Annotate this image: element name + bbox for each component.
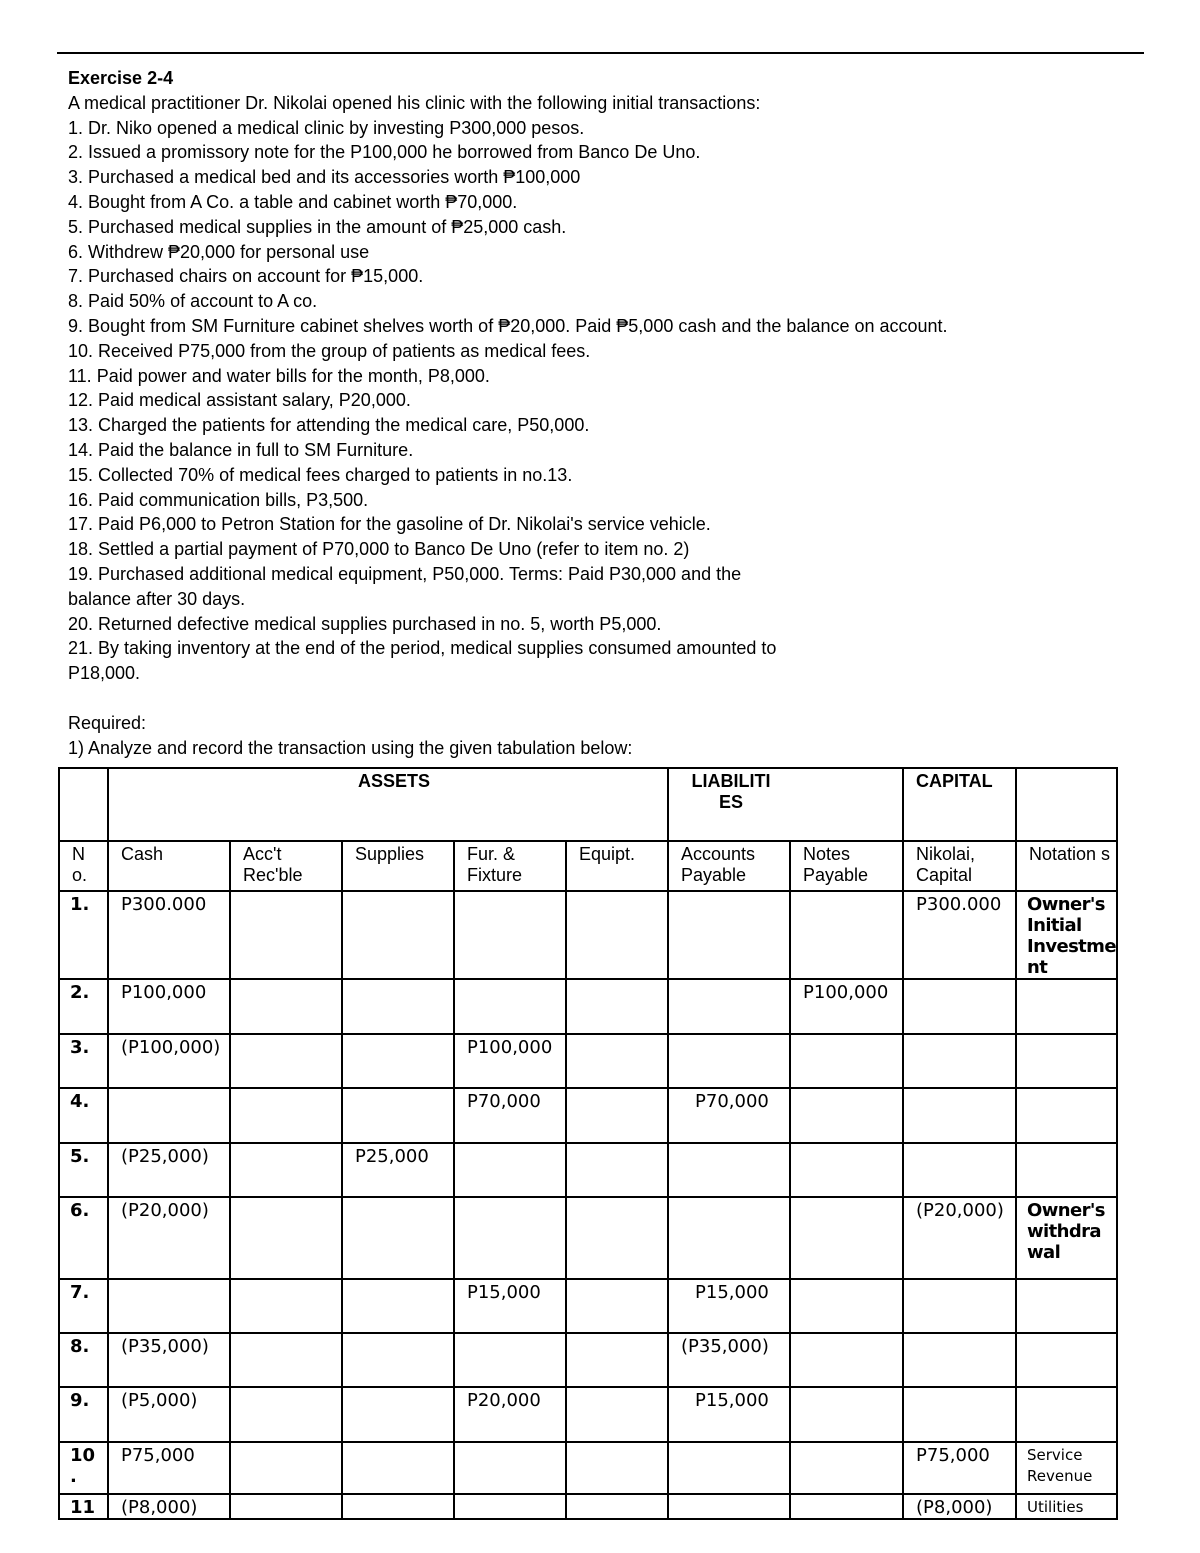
notation-cell [1016, 1387, 1117, 1442]
transaction-item: 12. Paid medical assistant salary, P20,000. [68, 390, 411, 411]
table-row [59, 1088, 1117, 1143]
required-label: Required: [68, 712, 147, 733]
exercise-title: Exercise 2-4 [68, 68, 174, 88]
fur-fixture-cell: P15,000 [454, 1279, 566, 1333]
transaction-item: 18. Settled a partial payment of P70,000 to Banco De Uno (refer to item no. 2) [68, 539, 690, 560]
exercise-intro: A medical practitioner Dr. Nikolai opened his clinic with the following initial transactions: [68, 92, 761, 113]
col-header-notations-text: Notation s [1029, 844, 1111, 864]
table-row [59, 1442, 1117, 1494]
transaction-item: P18,000. [68, 663, 141, 684]
capital-header: CAPITAL [903, 768, 1016, 841]
supplies-cell [342, 1088, 454, 1143]
supplies-cell [342, 1333, 454, 1387]
header-empty-cell [59, 768, 108, 841]
notation-cell [1016, 1088, 1117, 1143]
supplies-cell: P25,000 [342, 1143, 454, 1197]
acct-rec-cell [230, 1197, 342, 1279]
accounts-payable-cell: P70,000 [668, 1088, 790, 1143]
accounts-payable-cell [668, 1143, 790, 1197]
accounts-payable-cell [668, 1197, 790, 1279]
notes-payable-cell [790, 1197, 903, 1279]
col-header-cash: Cash [108, 841, 230, 891]
fur-fixture-cell: P20,000 [454, 1387, 566, 1442]
supplies-cell [342, 1197, 454, 1279]
transaction-item: balance after 30 days. [68, 588, 246, 609]
transaction-item: 4. Bought from A Co. a table and cabinet worth ₱70,000. [68, 191, 518, 212]
cash-cell: (P5,000) [108, 1387, 230, 1442]
capital-cell [903, 1333, 1016, 1387]
transaction-item: 9. Bought from SM Furniture cabinet shelves worth of ₱20,000. Paid ₱5,000 cash and the balance on account. [68, 315, 948, 336]
notes-payable-cell [790, 1143, 903, 1197]
accounts-payable-cell [668, 1442, 790, 1494]
equipt-cell [566, 1088, 668, 1143]
cash-cell [108, 1279, 230, 1333]
notation-cell: Owner's withdra wal [1016, 1197, 1117, 1279]
supplies-cell [342, 1442, 454, 1494]
col-header-capital-text: Nikolai, Capital [916, 844, 976, 885]
capital-cell: (P20,000) [903, 1197, 1016, 1279]
notes-payable-cell [790, 1333, 903, 1387]
notation-cell [1016, 1279, 1117, 1333]
cash-cell: P100,000 [108, 979, 230, 1034]
table-row [59, 1197, 1117, 1279]
fur-fixture-cell [454, 891, 566, 979]
row-number: 11 [59, 1494, 108, 1519]
top-rule [57, 52, 1144, 54]
group-header-row [59, 768, 1117, 841]
equipt-cell [566, 1387, 668, 1442]
col-header-ap-text: Accounts Payable [681, 844, 756, 885]
table-row [59, 1387, 1117, 1442]
col-header-accounts-payable [668, 841, 790, 891]
transaction-list [68, 116, 1148, 686]
capital-cell: (P8,000) [903, 1494, 1016, 1519]
col-header-capital [903, 841, 1016, 891]
row-number: 4. [59, 1088, 108, 1143]
fur-fixture-cell: P70,000 [454, 1088, 566, 1143]
notation-cell [1016, 1034, 1117, 1088]
table-row [59, 1143, 1117, 1197]
spacer [68, 686, 1148, 711]
col-header-no [59, 841, 108, 891]
transaction-item: 1. Dr. Niko opened a medical clinic by investing P300,000 pesos. [68, 117, 585, 138]
col-header-notations [1016, 841, 1117, 891]
notation-cell [1016, 1333, 1117, 1387]
supplies-cell [342, 1387, 454, 1442]
notation-cell: Utilities [1016, 1494, 1117, 1519]
table-row [59, 1494, 1117, 1519]
acct-rec-cell [230, 1387, 342, 1442]
row-number: 10 . [59, 1442, 108, 1494]
accounts-payable-cell [668, 891, 790, 979]
liabilities-label: LIABILITI ES [691, 771, 771, 812]
col-header-acct-rec-text: Acc't Rec'ble [243, 844, 303, 885]
capital-cell [903, 1143, 1016, 1197]
transaction-item: 13. Charged the patients for attending the medical care, P50,000. [68, 415, 590, 436]
exercise-text [68, 66, 1148, 760]
fur-fixture-cell [454, 979, 566, 1034]
table-row [59, 1279, 1117, 1333]
acct-rec-cell [230, 1442, 342, 1494]
col-header-no-text: N o. [72, 844, 88, 885]
accounts-payable-cell: P15,000 [668, 1387, 790, 1442]
column-header-row [59, 841, 1117, 891]
row-number: 2. [59, 979, 108, 1034]
acct-rec-cell [230, 1034, 342, 1088]
accounts-payable-cell: P15,000 [668, 1279, 790, 1333]
acct-rec-cell [230, 979, 342, 1034]
transaction-table [58, 767, 1118, 1520]
cash-cell: P75,000 [108, 1442, 230, 1494]
supplies-cell [342, 1279, 454, 1333]
transaction-item: 17. Paid P6,000 to Petron Station for the gasoline of Dr. Nikolai's service vehicle. [68, 514, 711, 535]
acct-rec-cell [230, 1333, 342, 1387]
fur-fixture-cell: P100,000 [454, 1034, 566, 1088]
notation-cell: Service Revenue [1016, 1442, 1117, 1494]
notes-payable-cell [790, 1494, 903, 1519]
equipt-cell [566, 891, 668, 979]
transaction-item: 2. Issued a promissory note for the P100,000 he borrowed from Banco De Uno. [68, 142, 701, 163]
row-number: 8. [59, 1333, 108, 1387]
cash-cell [108, 1088, 230, 1143]
notation-cell [1016, 979, 1117, 1034]
accounts-payable-cell: (P35,000) [668, 1333, 790, 1387]
notes-payable-cell [790, 1279, 903, 1333]
transaction-item: 20. Returned defective medical supplies purchased in no. 5, worth P5,000. [68, 613, 662, 634]
col-header-supplies: Supplies [342, 841, 454, 891]
notation-cell: Owner's Initial Investment [1016, 891, 1117, 979]
notes-payable-cell: P100,000 [790, 979, 903, 1034]
equipt-cell [566, 979, 668, 1034]
accounts-payable-cell [668, 1034, 790, 1088]
equipt-cell [566, 1333, 668, 1387]
col-header-fur-fixture [454, 841, 566, 891]
equipt-cell [566, 1442, 668, 1494]
accounts-payable-cell [668, 1494, 790, 1519]
transaction-item: 7. Purchased chairs on account for ₱15,000. [68, 266, 424, 287]
col-header-acct-rec [230, 841, 342, 891]
capital-cell [903, 1034, 1016, 1088]
fur-fixture-cell [454, 1333, 566, 1387]
notes-payable-cell [790, 1088, 903, 1143]
notation-cell [1016, 1143, 1117, 1197]
row-number: 5. [59, 1143, 108, 1197]
cash-cell: (P8,000) [108, 1494, 230, 1519]
capital-cell [903, 1387, 1016, 1442]
cash-cell: (P35,000) [108, 1333, 230, 1387]
fur-fixture-cell [454, 1143, 566, 1197]
transaction-item: 15. Collected 70% of medical fees charged to patients in no.13. [68, 464, 573, 485]
notes-payable-cell [790, 1387, 903, 1442]
row-number: 1. [59, 891, 108, 979]
supplies-cell [342, 979, 454, 1034]
transaction-item: 8. Paid 50% of account to A co. [68, 291, 318, 312]
cash-cell: P300.000 [108, 891, 230, 979]
acct-rec-cell [230, 891, 342, 979]
acct-rec-cell [230, 1143, 342, 1197]
equipt-cell [566, 1143, 668, 1197]
transaction-item: 11. Paid power and water bills for the month, P8,000. [68, 365, 490, 386]
transaction-item: 5. Purchased medical supplies in the amount of ₱25,000 cash. [68, 216, 567, 237]
table-row [59, 1034, 1117, 1088]
cash-cell: (P20,000) [108, 1197, 230, 1279]
supplies-cell [342, 1494, 454, 1519]
equipt-cell [566, 1034, 668, 1088]
transaction-item: 10. Received P75,000 from the group of patients as medical fees. [68, 340, 591, 361]
row-number: 3. [59, 1034, 108, 1088]
fur-fixture-cell [454, 1197, 566, 1279]
supplies-cell [342, 891, 454, 979]
transaction-item: 21. By taking inventory at the end of the period, medical supplies consumed amounted to [68, 638, 777, 659]
capital-cell [903, 1088, 1016, 1143]
fur-fixture-cell [454, 1494, 566, 1519]
notes-payable-cell [790, 1034, 903, 1088]
capital-cell: P300.000 [903, 891, 1016, 979]
transaction-item: 14. Paid the balance in full to SM Furniture. [68, 439, 414, 460]
fur-fixture-cell [454, 1442, 566, 1494]
equipt-cell [566, 1494, 668, 1519]
supplies-cell [342, 1034, 454, 1088]
table-row [59, 1333, 1117, 1387]
notes-payable-cell [790, 891, 903, 979]
liabilities-header [668, 768, 903, 841]
capital-cell: P75,000 [903, 1442, 1016, 1494]
transaction-item: 6. Withdrew ₱20,000 for personal use [68, 241, 370, 262]
table-row [59, 979, 1117, 1034]
acct-rec-cell [230, 1279, 342, 1333]
assets-header: ASSETS [108, 768, 668, 841]
table-row [59, 891, 1117, 979]
row-number: 6. [59, 1197, 108, 1279]
required-item: 1) Analyze and record the transaction using the given tabulation below: [68, 737, 633, 758]
transaction-item: 19. Purchased additional medical equipment, P50,000. Terms: Paid P30,000 and the [68, 563, 742, 584]
transaction-item: 16. Paid communication bills, P3,500. [68, 489, 369, 510]
acct-rec-cell [230, 1088, 342, 1143]
equipt-cell [566, 1197, 668, 1279]
col-header-notes-payable [790, 841, 903, 891]
col-header-equipt: Equipt. [566, 841, 668, 891]
transaction-item: 3. Purchased a medical bed and its accessories worth ₱100,000 [68, 167, 581, 188]
notes-payable-cell [790, 1442, 903, 1494]
equipt-cell [566, 1279, 668, 1333]
capital-cell [903, 979, 1016, 1034]
row-number: 7. [59, 1279, 108, 1333]
row-number: 9. [59, 1387, 108, 1442]
capital-cell [903, 1279, 1016, 1333]
cash-cell: (P100,000) [108, 1034, 230, 1088]
cash-cell: (P25,000) [108, 1143, 230, 1197]
acct-rec-cell [230, 1494, 342, 1519]
col-header-np-text: Notes Payable [803, 844, 869, 885]
header-empty-cell [1016, 768, 1117, 841]
accounts-payable-cell [668, 979, 790, 1034]
col-header-fur-text: Fur. & Fixture [467, 844, 523, 885]
